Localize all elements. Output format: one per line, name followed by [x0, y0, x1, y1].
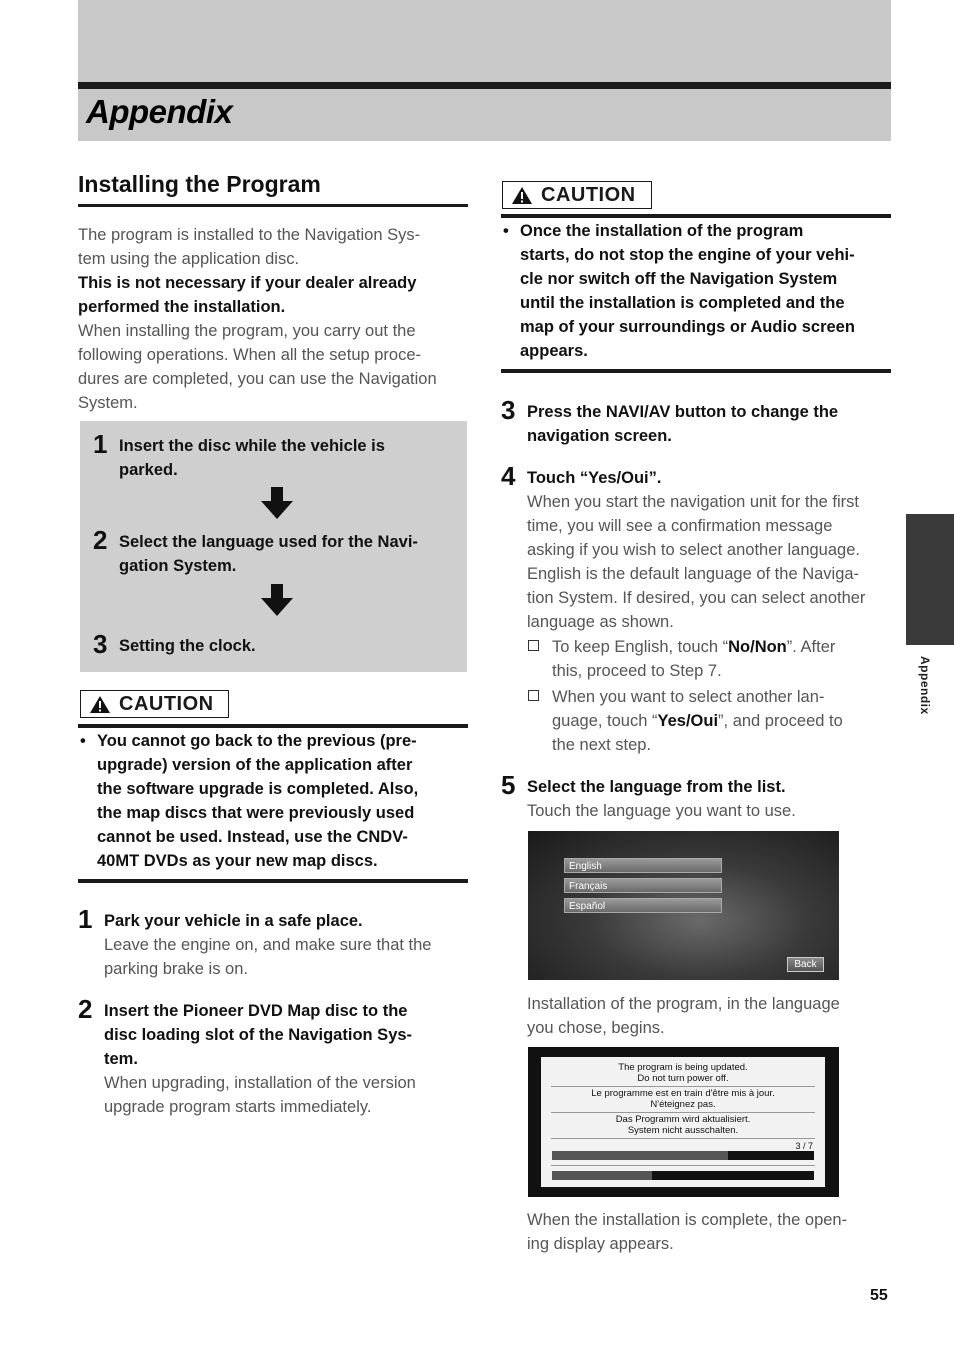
caution-rule-top [501, 214, 891, 218]
progress-bar-fill [552, 1171, 652, 1180]
update-message-de: Das Programm wird aktualisiert. System nicht ausschalten. [615, 1114, 751, 1136]
step-number: 1 [78, 904, 93, 934]
step-description: When you start the navigation unit for the first time, you will see a confirmation message asking if you wish to select another language. English is the default language of the Naviga- tion System. If desired, you can select another language as shown. [527, 493, 866, 631]
page-number: 55 [870, 1287, 888, 1304]
caution-rule-bottom [78, 879, 468, 883]
overview-step-text: Setting the clock. [119, 637, 256, 655]
progress-bar-step [552, 1151, 814, 1160]
step-number: 5 [501, 770, 516, 800]
caption-text: Installation of the program, in the language you chose, begins. [527, 995, 840, 1037]
header-top-band [78, 0, 891, 82]
overview-step-text: Select the language used for the Navi- gation System. [119, 533, 418, 575]
caution-text: You cannot go back to the previous (pre- upgrade) version of the application after the software upgrade is completed. Also, the map discs that were previously used cannot be used. Instead, use the CNDV- 40MT DVDs as your new map discs. [97, 732, 419, 870]
divider [551, 1086, 815, 1087]
caution-text: Once the installation of the program starts, do not stop the engine of your vehi- cle nor switch off the Navigation System until the installation is completed and the map of your surroundings or Audio screen appears. [520, 222, 855, 360]
step-number: 2 [78, 994, 93, 1024]
caution-rule-top [78, 724, 468, 728]
step-number: 3 [501, 395, 516, 425]
option-other-language: When you want to select another lan- guage, touch “Yes/Oui”, and proceed to the next step. [552, 688, 843, 754]
step-title: Insert the Pioneer DVD Map disc to the disc loading slot of the Navigation Sys- tem. [104, 1002, 413, 1068]
intro-paragraph-2: When installing the program, you carry out the following operations. When all the setup proce- dures are completed, you can use the Navigation System. [78, 322, 437, 412]
checkbox-bullet-icon [528, 690, 539, 701]
divider [551, 1165, 815, 1166]
update-progress-screenshot [528, 1047, 839, 1197]
overview-step-number: 1 [93, 429, 108, 459]
update-message-en: The program is being updated. Do not turn power off. [618, 1062, 748, 1084]
caution-badge [80, 690, 229, 718]
update-dialog [541, 1057, 825, 1187]
section-rule [78, 204, 468, 207]
caution-label: CAUTION [541, 183, 636, 206]
language-option-english: English [564, 858, 722, 873]
progress-bar-total [552, 1171, 814, 1180]
checkbox-bullet-icon [528, 640, 539, 651]
language-option-francais: Français [564, 878, 722, 893]
step-title: Touch “Yes/Oui”. [527, 469, 662, 487]
down-arrow-icon [261, 584, 293, 616]
step-description: When upgrading, installation of the version upgrade program starts immediately. [104, 1074, 416, 1116]
step-number: 4 [501, 461, 516, 491]
divider [551, 1112, 815, 1113]
step-title: Select the language from the list. [527, 778, 786, 796]
warning-triangle-icon [511, 186, 533, 205]
intro-paragraph: The program is installed to the Navigation Sys- tem using the application disc. [78, 226, 421, 268]
divider [551, 1138, 815, 1139]
option-keep-english: To keep English, touch “No/Non”. After this, proceed to Step 7. [552, 638, 836, 680]
caution-badge [502, 181, 652, 209]
caption-text: When the installation is complete, the open- ing display appears. [527, 1211, 848, 1253]
section-title: Installing the Program [78, 171, 321, 197]
header-rule [78, 82, 891, 89]
overview-step-number: 2 [93, 525, 108, 555]
warning-triangle-icon [89, 695, 111, 714]
progress-step-label: 3 / 7 [795, 1141, 813, 1151]
caution-bullet-icon: • [80, 732, 86, 750]
caution-label: CAUTION [119, 692, 214, 715]
back-button: Back [787, 957, 824, 972]
overview-step-number: 3 [93, 629, 108, 659]
step-title: Press the NAVI/AV button to change the navigation screen. [527, 403, 839, 445]
language-selection-screenshot [528, 831, 839, 980]
caution-rule-bottom [501, 369, 891, 373]
caution-bullet-icon: • [503, 222, 509, 240]
progress-bar-fill [552, 1151, 728, 1160]
down-arrow-icon [261, 487, 293, 519]
chapter-title: Appendix [86, 93, 233, 130]
step-title: Park your vehicle in a safe place. [104, 912, 363, 930]
update-message-fr: Le programme est en train d'être mis à jour. N'éteignez pas. [591, 1088, 775, 1110]
intro-note: This is not necessary if your dealer already performed the installation. [78, 274, 417, 316]
language-option-espanol: Español [564, 898, 722, 913]
side-index-tab [906, 514, 954, 645]
overview-step-text: Insert the disc while the vehicle is parked. [119, 437, 385, 479]
side-index-label: Appendix [918, 656, 932, 715]
step-description: Leave the engine on, and make sure that the parking brake is on. [104, 936, 432, 978]
step-description: Touch the language you want to use. [527, 802, 796, 820]
